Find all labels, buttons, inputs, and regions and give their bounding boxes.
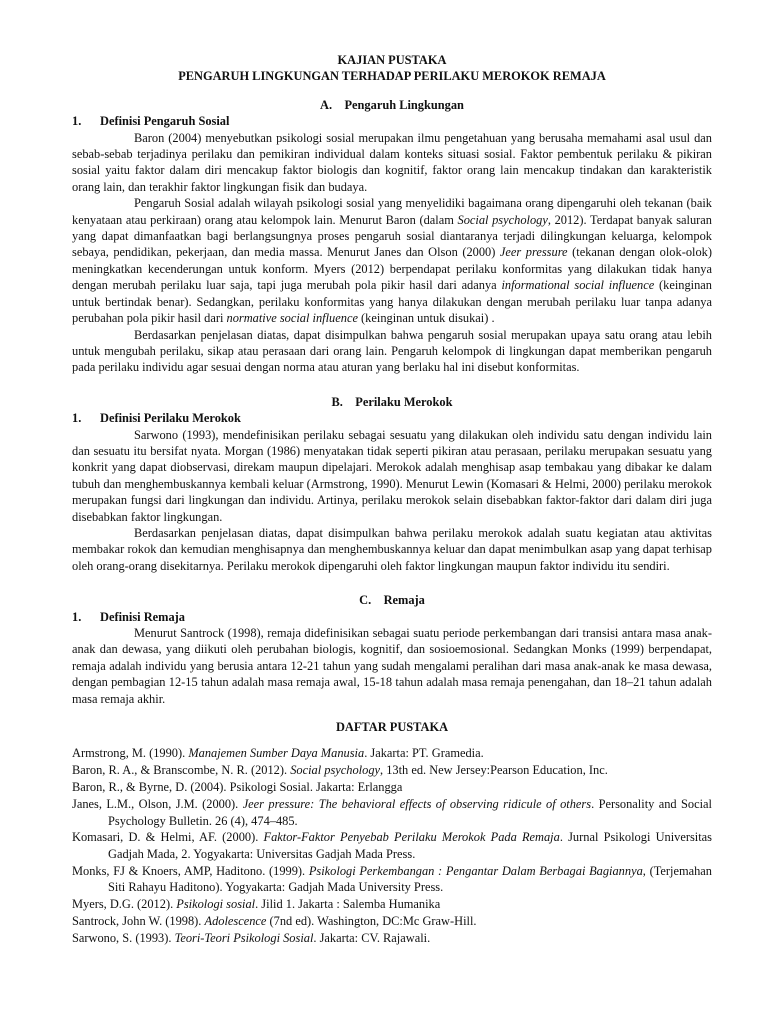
italic-text: Psikologi Perkembangan : Pengantar Dalam Berbagai Bagiannya xyxy=(308,863,643,878)
section-heading xyxy=(72,592,712,608)
reference-entry xyxy=(72,896,712,912)
subsection-number: 1. xyxy=(72,114,82,129)
italic-text: Social psychology xyxy=(290,763,381,778)
paragraph xyxy=(72,327,712,376)
reference-entry xyxy=(72,796,712,829)
references-list xyxy=(72,745,712,946)
text-run: Baron (2004) menyebutkan psikologi sosial merupakan ilmu pengetahuan yang berusaha memahami asal usul dan sebab-sebab terjadinya perilaku dan pemikiran individual dalam konteks situasi sosial. Faktor pembentuk perilaku & pikiran sosial yaitu faktor dalam diri mencakup faktor biologis dan kognitif, faktor orang lain mencakup tindakan dan karakteristik orang lain, dan terakhir faktor lingkungan fisik dan budaya. xyxy=(72,130,712,194)
reference-entry xyxy=(72,779,712,795)
text-run: (tekanan dengan olok-olok) meningkatkan kecenderungan untuk konform. Myers (2012) berpendapat perilaku konformitas yang dilakukan tidak hanya dengan merubah perilaku luar saja, tapi juga merubah pola pikir hasil dari adanya xyxy=(72,245,712,293)
text-run: . Jakarta: CV. Rajawali. xyxy=(313,930,431,945)
text-run: Pengaruh Sosial adalah wilayah psikologi sosial yang menyelidiki bagaimana orang dipengaruhi oleh tekanan (baik kenyataan atau perkiraan) orang atau kelompok lain. Menurut Baron (dalam xyxy=(72,196,712,227)
subsection-title: Definisi Pengaruh Sosial xyxy=(100,114,230,129)
section-spacer xyxy=(72,574,712,590)
reference-entry xyxy=(72,745,712,761)
paragraph xyxy=(72,525,712,574)
text-run: Komasari, D. & Helmi, AF. (2000). xyxy=(72,830,264,845)
reference-entry xyxy=(72,762,712,778)
italic-text: informational social influence xyxy=(501,278,655,293)
text-run: Janes, L.M., Olson, J.M. (2000). xyxy=(72,797,243,812)
section-heading xyxy=(72,97,712,113)
text-run: Myers, D.G. (2012). xyxy=(72,897,177,912)
text-run: (keinginan untuk bertindak benar). Sedangkan, perilaku konformitas yang hanya dilakukan dengan merubah perilaku luar tanpa adanya perubahan pola pikir hasil dari xyxy=(72,278,713,326)
text-run: Sarwono, S. (1993). xyxy=(72,930,175,945)
section-heading xyxy=(72,394,712,410)
text-run: Sarwono (1993), mendefinisikan perilaku sebagai sesuatu yang dilakukan oleh individu satu dengan individu lain dan sesuatu itu bersifat nyata. Morgan (1986) menyatakan tidak seperti pikiran atau perasaan, perilaku merupakan sesuatu yang konkrit yang dapat diobservasi, direkam maupun dipelajari. Merokok adalah menghisap asap tembakau yang dibakar ke dalam tubuh dan menghembuskannya kembali keluar (Armstrong, 1990). Menurut Lewin (Komasari & Helmi, 2000) perilaku merokok merupakan fungsi dari lingkungan dan individu. Artinya, perilaku merokok selain disebabkan faktor-faktor dari dalam diri juga disebabkan faktor lingkungan. xyxy=(72,427,712,524)
section-letter: B. xyxy=(331,394,343,409)
paragraph xyxy=(72,130,712,196)
text-run: Baron, R., & Byrne, D. (2004). Psikologi Sosial. Jakarta: Erlangga xyxy=(72,780,403,795)
text-run: . Jakarta: PT. Gramedia. xyxy=(364,746,484,761)
subsection-title: Definisi Perilaku Merokok xyxy=(100,411,241,426)
italic-text: Jeer pressure xyxy=(499,245,568,260)
text-run: Baron, R. A., & Branscombe, N. R. (2012). xyxy=(72,763,291,778)
subsection-number: 1. xyxy=(72,411,82,426)
paragraph xyxy=(72,625,712,707)
italic-text: Social psychology xyxy=(457,212,548,227)
italic-text: Faktor-Faktor Penyebab Perilaku Merokok Pada Remaja xyxy=(263,830,560,845)
text-run: Menurut Santrock (1998), remaja didefinisikan sebagai suatu periode perkembangan dari transisi antara masa anak-anak dan dewasa, yang diikuti oleh perubahan biologis, kognitif, dan sosioemosional. Sedangkan Monks (1999) berpendapat, remaja adalah individu yang berusia antara 12-21 tahun yang sudah mengalami peralihan dari masa anak-anak ke masa dewasa, dengan pembagian 12-15 tahun adalah masa remaja awal, 15-18 tahun adalah masa remaja penengahan, dan 18–21 tahun adalah masa remaja akhir. xyxy=(72,626,712,706)
italic-text: Psikologi sosial xyxy=(176,897,256,912)
text-run: (keinginan untuk disukai) . xyxy=(357,311,495,326)
text-run: . Jurnal Psikologi Universitas Gadjah Mada, 2. Yogyakarta: Universitas Gadjah Mada Press. xyxy=(108,830,713,861)
subsection-heading xyxy=(72,410,712,426)
text-run: , 13th ed. New Jersey:Pearson Education, Inc. xyxy=(380,763,608,778)
text-run: , 2012). Terdapat banyak saluran yang dapat dimanfaatkan bagi berlangsungnya proses pengaruh sosial diantaranya terjadi dilingkungan keluarga, kelompok sebaya, pendidikan, pekerjaan, dan media massa. Menurut Janes dan Olson (2000) xyxy=(72,212,712,260)
reference-entry xyxy=(72,829,712,862)
section-title: Pengaruh Lingkungan xyxy=(344,97,464,112)
document-subtitle: PENGARUH LINGKUNGAN TERHADAP PERILAKU MEROKOK REMAJA xyxy=(178,69,606,84)
subsection-heading xyxy=(72,113,712,129)
references-title: DAFTAR PUSTAKA xyxy=(335,720,449,735)
subsection-number: 1. xyxy=(72,609,82,624)
text-run: Santrock, John W. (1998). xyxy=(72,914,205,928)
text-run: Berdasarkan penjelasan diatas, dapat disimpulkan bahwa perilaku merokok adalah suatu kegiatan atau aktivitas membakar rokok dan kemudian menghisapnya dan menghembuskannya keluar dan dapat menimbulkan asap yang dapat terhisap oleh orang-orang disekitarnya. Perilaku merokok dipengaruhi oleh faktor lingkungan maupun faktor individu itu sendiri. xyxy=(72,525,712,573)
italic-text: Adolescence xyxy=(204,914,267,928)
text-run: Monks, FJ & Knoers, AMP, Haditono. (1999). xyxy=(72,863,309,878)
italic-text: Manajemen Sumber Daya Manusia xyxy=(188,746,365,761)
sections-container xyxy=(72,97,712,707)
italic-text: Teori-Teori Psikologi Sosial xyxy=(174,930,314,945)
section-letter: C. xyxy=(359,593,372,608)
section-title: Perilaku Merokok xyxy=(355,394,453,409)
reference-entry xyxy=(72,913,712,929)
subsection-heading xyxy=(72,609,712,625)
paragraph xyxy=(72,427,712,525)
document-title: KAJIAN PUSTAKA xyxy=(337,53,447,67)
subsection-title: Definisi Remaja xyxy=(100,609,185,624)
section-spacer xyxy=(72,376,712,392)
text-run: , (Terjemahan Siti Rahayu Haditono). Yogyakarta: Gadjah Mada University Press. xyxy=(108,863,712,895)
italic-text: Jeer pressure: The behavioral effects of observing ridicule of others xyxy=(242,797,592,812)
document-page xyxy=(72,52,712,947)
text-run: . Jilid 1. Jakarta : Salemba Humanika xyxy=(255,897,441,912)
text-run: . Personality and Social Psychology Bulletin. 26 (4), 474–485. xyxy=(108,797,712,828)
italic-text: normative social influence xyxy=(226,311,358,326)
text-run: Armstrong, M. (1990). xyxy=(72,746,189,761)
section-letter: A. xyxy=(320,97,333,112)
paragraph xyxy=(72,195,712,326)
reference-entry xyxy=(72,863,712,896)
reference-entry xyxy=(72,930,712,946)
section-title: Remaja xyxy=(383,593,425,608)
text-run: (7nd ed). Washington, DC:Mc Graw-Hill. xyxy=(266,914,477,928)
text-run: Berdasarkan penjelasan diatas, dapat disimpulkan bahwa pengaruh sosial merupakan upaya satu orang atau lebih untuk mengubah perilaku, sikap atau perasaan dari orang lain. Pengaruh kelompok di lingkungan dapat memberikan pengaruh pada perilaku individu agar sesuai dengan norma atau aturan yang berlaku hal ini disebut konformitas. xyxy=(72,327,712,375)
